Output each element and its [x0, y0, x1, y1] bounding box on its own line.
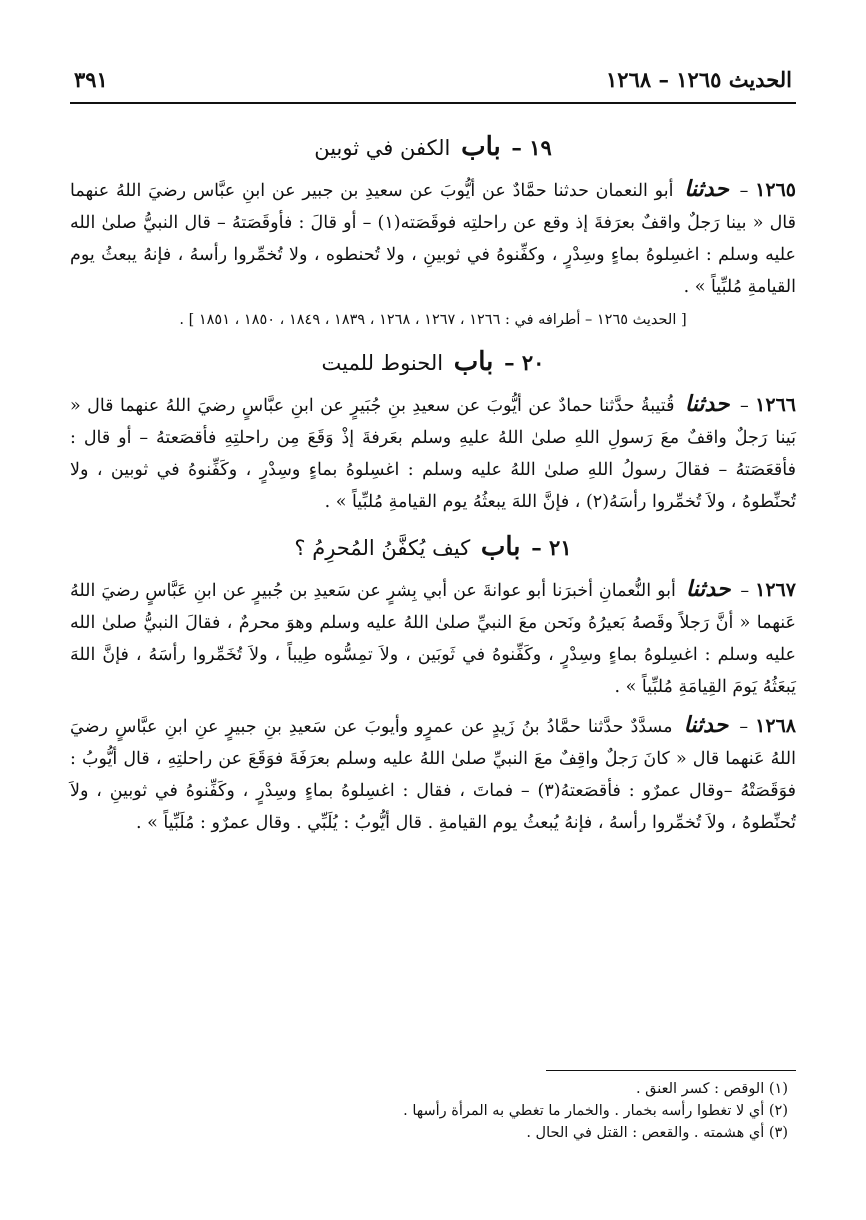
- hadith-number: ١٢٦٦: [755, 394, 796, 416]
- footnote-3: (٣) أي هشمته . والقعص : القتل في الحال .: [526, 1125, 788, 1141]
- page-number: ٣٩١: [74, 66, 108, 92]
- hadith-text: مسدَّدٌ حدَّثنا حمَّادُ بنُ زَيدٍ عن عمرٍو وأيوبَ عن سَعيدِ بنِ جبيرٍ عنِ ابنِ عبَّاسٍ رضيَ اللهُ عَنهما قال « كانَ رَجلٌ واقِفٌ معَ النبيِّ صلىٰ اللهُ عليه وسلم بعرَفَةَ فوَقَعَ عن راحلتِهِ ، قال أيُّوبُ : فوَقَصَتْهُ –وقال عمرٌو : فأقصَعتهُ(٣) – فماتَ ، فقال : اغسِلوهُ بماءٍ وسِدْرٍ ، وكَفِّنوهُ في ثوبينِ ، ولاَ تُحنِّطوهُ ، ولاَ تُخمِّروا رأسهُ ، فإنهُ يُبعثُ يوم القيامةِ . قال أيُّوبُ : يُلَبِّي . وقال عمرٌو : مُلَبِّياً » .: [70, 717, 796, 833]
- chapter-heading-19: [70, 130, 796, 165]
- hadith-dash: –: [739, 717, 749, 737]
- footnotes: [70, 1078, 788, 1144]
- chapter-title: الكفن في ثوبين: [314, 136, 451, 160]
- hadith-1267: [70, 573, 796, 703]
- chapter-number: ١٩ –: [511, 135, 552, 160]
- hadith-1265: [70, 173, 796, 303]
- chapter-bab: باب: [461, 132, 501, 162]
- haddathana-label: حدثنا: [685, 576, 731, 602]
- page-header: [74, 62, 792, 96]
- cross-references: [ الحديث ١٢٦٥ – أطرافه في : ١٢٦٦ ، ١٢٦٧ ، ١٢٦٨ ، ١٨٣٩ ، ١٨٤٩ ، ١٨٥٠ ، ١٨٥١ ] .: [179, 312, 687, 328]
- hadith-text: أبو النُّعمانِ أخبرَنا أبو عوانةَ عن أبي بِشرٍ عن سَعيدِ بن جُبيرٍ عن ابنِ عَبَّاسٍ رضيَ اللهُ عَنهما « أنَّ رَجلاً وقَصهُ بَعيرُهُ ونَحن معَ النبيِّ صلىٰ اللهُ عليه وسلم وهوَ محرمٌ ، فقالَ النبيُّ صلىٰ الله عليه وسلم : اغسِلوهُ بماءٍ وسِدْرٍ ، وكَفِّنوهُ في ثَوبَين ، ولاَ تمِسُّوه طِيباً ، ولاَ تُخَمِّروا رأسَهُ ، فإنَّ اللهَ يَبعَثُهُ يَومَ القِيامَةِ مُلبِّياً » .: [70, 581, 796, 697]
- chapter-number: ٢٠ –: [504, 350, 545, 375]
- hadith-text: قُتيبةُ حدَّثنا حمادٌ عن أيُّوبَ عن سعيدِ بنِ جُبَيرٍ عن ابنِ عبَّاسٍ رضيَ اللهُ عنهما قال « بَينا رَجلٌ واقفٌ معَ رَسولِ اللهِ صلىٰ اللهُ عليهِ وسلم بعَرفةَ إذْ وَقَعَ مِن راحلتِهِ فأقصَعتهُ – أو قال : فأقعَصَتهُ – فقالَ رسولُ اللهِ صلىٰ اللهُ عليه وسلم : اغسِلوهُ بماءٍ وسِدْرٍ ، وكَفِّنوهُ في ثوبين ، ولا تُحنِّطوهُ ، ولاَ تُخمِّروا رأسَهُ(٢) ، فإنَّ اللهَ يبعثُهُ يوم القيامةِ مُلبِّياً » .: [70, 396, 796, 512]
- main-text: [70, 118, 796, 839]
- hadith-1266: [70, 388, 796, 518]
- haddathana-label: حدثنا: [683, 712, 729, 738]
- hadith-1268: [70, 709, 796, 839]
- chapter-title: كيف يُكفَّنُ المُحرِمُ ؟: [294, 536, 471, 560]
- hadith-number: ١٢٦٨: [755, 715, 796, 737]
- chapter-number: ٢١ –: [531, 535, 572, 560]
- hadith-number: ١٢٦٥: [755, 179, 796, 201]
- footnote-rule: [546, 1070, 796, 1071]
- chapter-title: الحنوط للميت: [321, 351, 444, 375]
- hadith-number: ١٢٦٧: [755, 579, 796, 601]
- hadith-dash: –: [739, 181, 749, 201]
- footnote-1: (١) الوقص : كسر العنق .: [635, 1081, 788, 1097]
- haddathana-label: حدثنا: [684, 176, 729, 202]
- chapter-heading-20: [70, 345, 796, 380]
- hadith-text: أبو النعمان حدثنا حمَّادٌ عن أيُّوبَ عن سعيدِ بن جبير عن ابنِ عبَّاس رضيَ اللهُ عنهما قال « بينا رَجلٌ واقفٌ بعرَفةَ إذ وقع عن راحلتِه فوقَصَته(١) – أو قالَ : فأوقَصَتهُ – قال النبيُّ صلىٰ الله عليه وسلم : اغسِلوهُ بماءٍ وسِدْرٍ ، وكفِّنوهُ في ثوبينِ ، ولا تُحنطوه ، ولا تُخمِّروا رأسهُ ، فإنهُ يبعثُ يوم القيامةِ مُلبِّياً » .: [70, 181, 796, 297]
- hadith-dash: –: [740, 581, 750, 601]
- haddathana-label: حدثنا: [684, 391, 730, 417]
- chapter-bab: باب: [480, 532, 521, 562]
- hadith-dash: –: [739, 396, 749, 416]
- running-title: الحديث ١٢٦٥ – ١٢٦٨: [606, 66, 792, 92]
- header-rule: [70, 102, 796, 104]
- chapter-bab: باب: [453, 347, 494, 377]
- chapter-heading-21: [70, 530, 796, 565]
- footnote-2: (٢) أي لا تغطوا رأسه بخمار . والخمار ما تغطي به المرأة رأسها .: [403, 1103, 788, 1119]
